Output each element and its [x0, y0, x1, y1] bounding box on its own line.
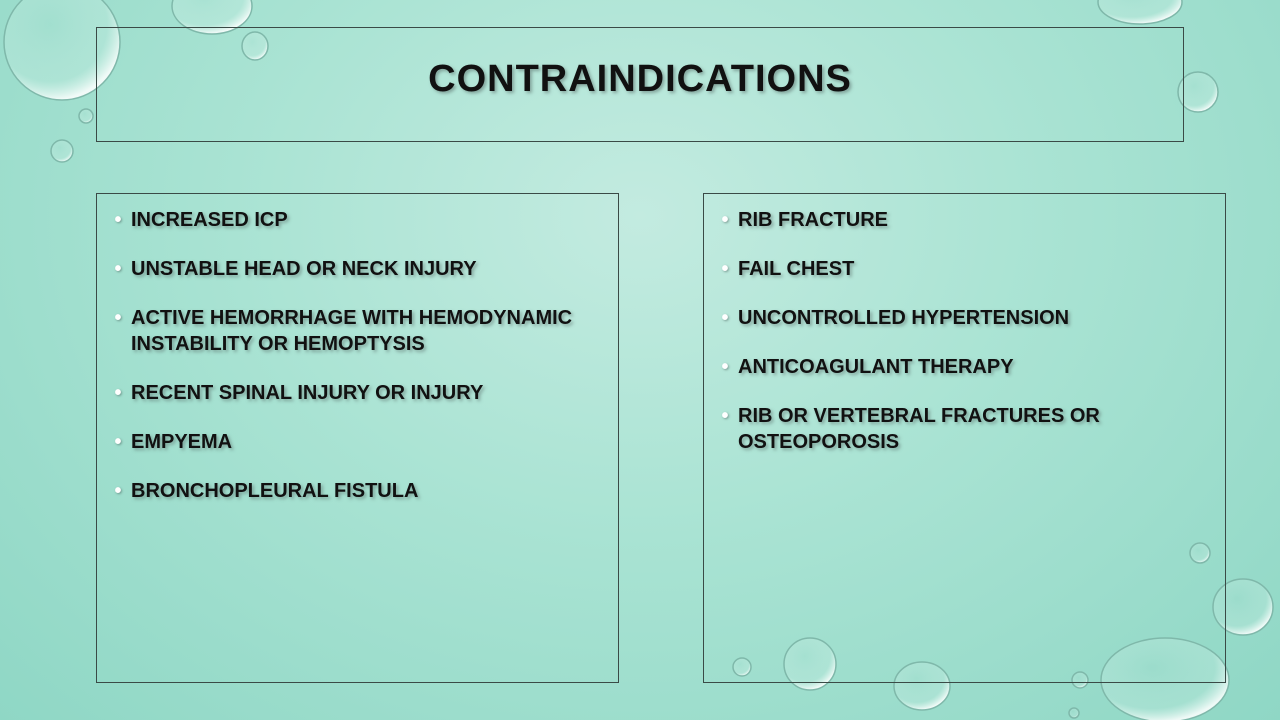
bullet-icon: • — [114, 209, 122, 231]
list-item-text: RIB FRACTURE — [738, 209, 888, 231]
bullet-icon: • — [114, 480, 122, 502]
drop-15 — [1069, 708, 1079, 718]
bullet-icon: • — [721, 307, 729, 329]
list-item — [111, 380, 598, 406]
bullet-icon: • — [721, 405, 729, 427]
list-item-text: RECENT SPINAL INJURY OR INJURY — [131, 382, 484, 404]
list-item — [111, 305, 598, 357]
list-item-text: RIB OR VERTEBRAL FRACTURES OR OSTEOPOROSIS — [738, 405, 1100, 453]
bullet-icon: • — [721, 209, 729, 231]
list-item — [111, 207, 598, 233]
list-item — [718, 354, 1205, 380]
list-item-text: EMPYEMA — [131, 431, 233, 453]
bullet-icon: • — [114, 431, 122, 453]
bullet-icon: • — [114, 258, 122, 280]
list-item-text: ANTICOAGULANT THERAPY — [738, 356, 1014, 378]
list-item-text: UNCONTROLLED HYPERTENSION — [738, 307, 1070, 329]
bullet-icon: • — [721, 258, 729, 280]
left-bullet-list — [111, 207, 598, 527]
bullet-icon: • — [114, 307, 122, 329]
drop-6 — [1098, 0, 1182, 24]
right-bullet-list — [718, 207, 1205, 478]
drop-5 — [51, 140, 73, 162]
list-item-text: INCREASED ICP — [131, 209, 288, 231]
list-item-text: BRONCHOPLEURAL FISTULA — [131, 480, 419, 502]
list-item — [111, 256, 598, 282]
list-item — [718, 207, 1205, 233]
slide-title: CONTRAINDICATIONS — [428, 58, 852, 100]
right-content-panel — [703, 193, 1226, 683]
list-item — [718, 305, 1205, 331]
list-item — [111, 478, 598, 504]
list-item-text: FAIL CHEST — [738, 258, 855, 280]
list-item — [718, 256, 1205, 282]
list-item — [718, 403, 1205, 455]
list-item-text: ACTIVE HEMORRHAGE WITH HEMODYNAMIC INSTABILITY OR HEMOPTYSIS — [131, 307, 573, 355]
bullet-icon: • — [721, 356, 729, 378]
list-item-text: UNSTABLE HEAD OR NECK INJURY — [131, 258, 477, 280]
list-item — [111, 429, 598, 455]
drop-4 — [79, 109, 93, 123]
left-content-panel — [96, 193, 619, 683]
bullet-icon: • — [114, 382, 122, 404]
